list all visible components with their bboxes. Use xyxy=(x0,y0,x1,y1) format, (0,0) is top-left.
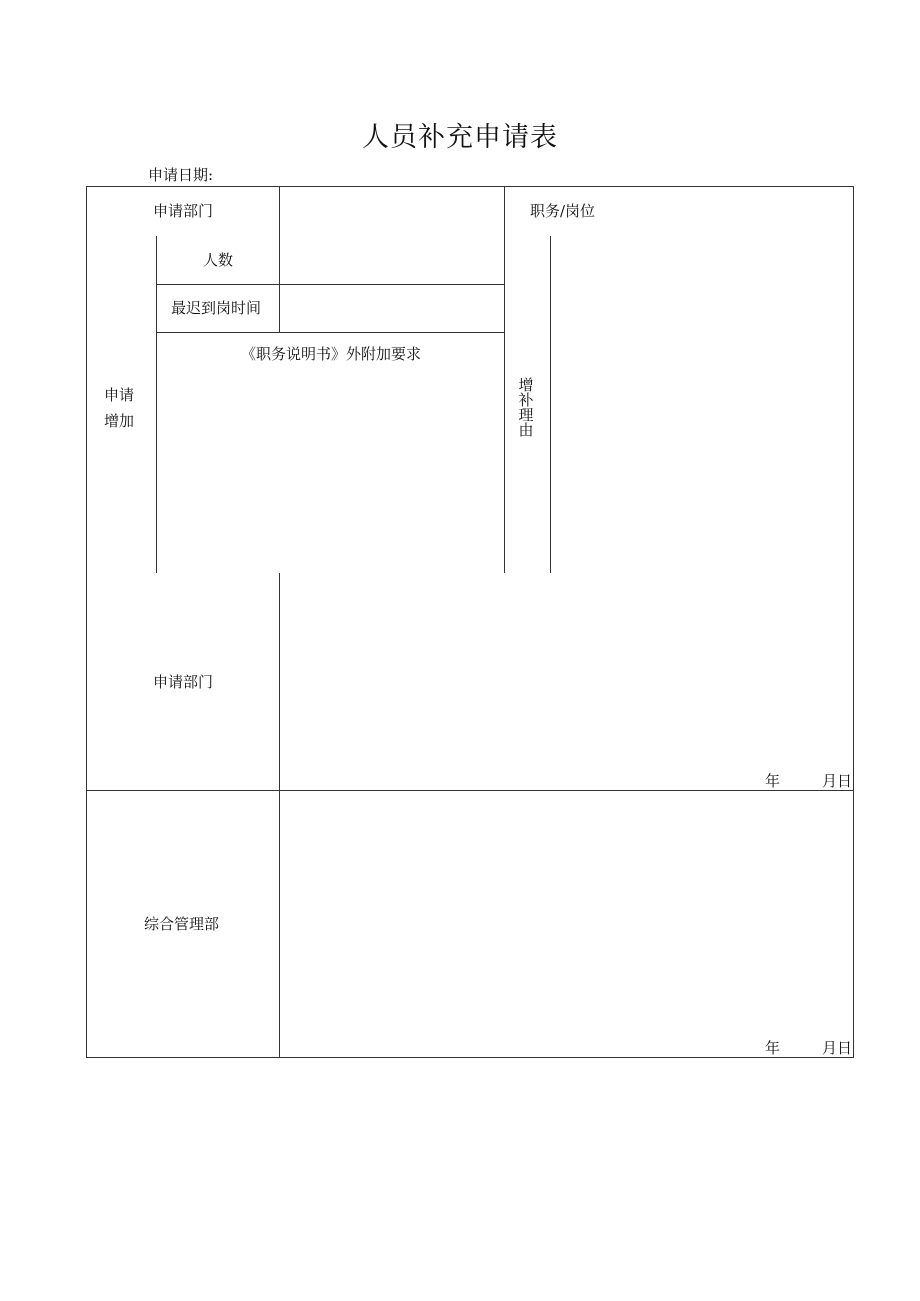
date-month-day: 月日 xyxy=(822,1039,853,1057)
divider xyxy=(279,573,280,1058)
jd-extra-requirements-label: 《职务说明书》外附加要求 xyxy=(241,345,422,363)
apply-increase-line2: 增加 xyxy=(104,412,135,430)
apply-increase-line1: 申请 xyxy=(104,386,135,404)
divider xyxy=(279,186,280,285)
latest-arrival-label: 最迟到岗时间 xyxy=(171,299,262,317)
divider xyxy=(156,284,504,285)
document-title: 人员补充申请表 xyxy=(362,122,558,153)
divider xyxy=(86,790,854,791)
dept-label: 申请部门 xyxy=(153,202,214,220)
date-month-day: 月日 xyxy=(822,772,853,790)
divider xyxy=(279,285,280,333)
divider xyxy=(156,236,157,573)
apply-date-label: 申请日期: xyxy=(148,166,214,184)
divider xyxy=(504,186,505,573)
date-year: 年 xyxy=(765,772,781,790)
count-label: 人数 xyxy=(203,251,234,269)
divider xyxy=(550,236,551,573)
date-year: 年 xyxy=(765,1039,781,1057)
admin-dept-label: 综合管理部 xyxy=(144,915,220,933)
reason-label: 增补理由 xyxy=(518,376,534,439)
divider xyxy=(156,332,504,333)
dept-opinion-label: 申请部门 xyxy=(153,673,214,691)
apply-increase-label xyxy=(104,382,134,434)
position-label: 职务/岗位 xyxy=(530,202,596,220)
